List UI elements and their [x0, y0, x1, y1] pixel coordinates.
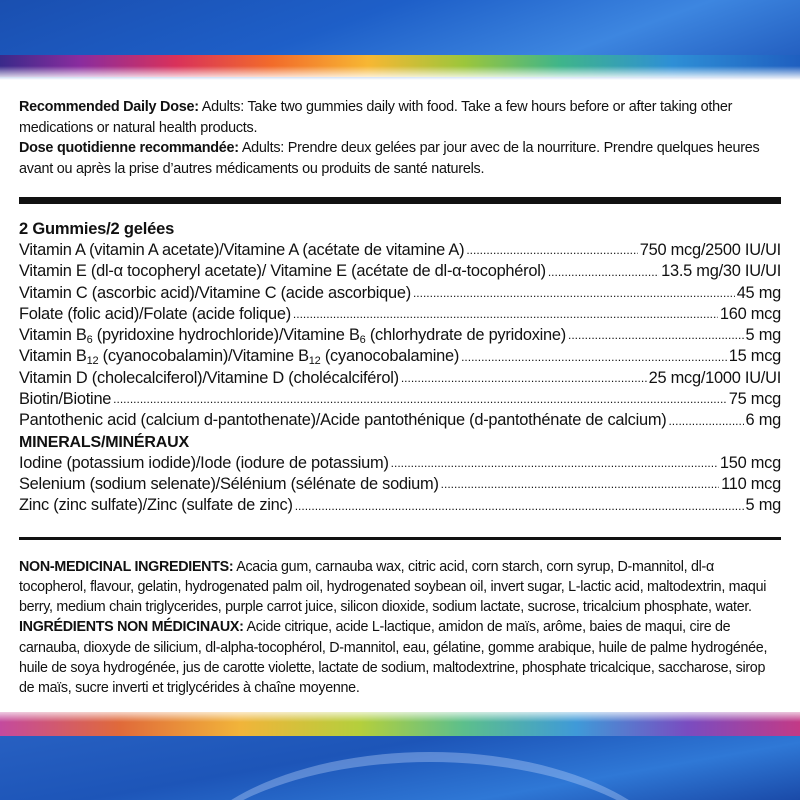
top-stripe-fade: [0, 66, 800, 80]
minerals-heading: MINERALS/MINÉRAUX: [19, 433, 189, 451]
ingredients-en-text: Acacia gum, carnauba wax, citric acid, corn starch, corn syrup, D-mannitol, dl-α tocopherol, flavour, gelatin, hydrogenated palm oil, hydrogenated soybean oil, invert sugar, L-lactic acid, maltodextrin, maqui berry, medium chain triglycerides, purple carrot juice, silicon dioxide, sodium lactate, sucrose, tricalcium phosphate, water.: [19, 558, 767, 616]
vitamins-list: [19, 240, 781, 432]
ingredients-en: [19, 557, 781, 618]
subscript: 6: [86, 334, 93, 347]
dot-leader: [466, 242, 637, 258]
nutrient-name: [19, 325, 566, 346]
nutrient-name: [19, 346, 459, 367]
subscript: 12: [308, 355, 321, 368]
dose-fr-text: Adults: Prendre deux gelées par jour avec de la nourriture. Prendre quelques heures avant ou après la prise d’autres médicaments ou produits de santé naturels.: [19, 140, 760, 177]
ingredients-fr: [19, 617, 781, 698]
nutrient-name-part: (cyanocobalamine): [320, 347, 460, 366]
nutrient-name-part: Biotin/Biotine: [19, 390, 112, 409]
arc-decoration: [170, 752, 690, 800]
nutrient-name-part: Vitamin B: [19, 347, 87, 366]
nutrient-name: [19, 261, 546, 282]
nutrient-name-part: (cyanocobalamin)/Vitamine B: [98, 347, 309, 366]
divider-thin: [19, 537, 781, 540]
divider-thick: [19, 197, 781, 204]
nutrient-amount: 15 mcg: [728, 347, 781, 366]
dose-fr-label: Dose quotidienne recommandée:: [19, 140, 239, 156]
nutrient-row: [19, 304, 781, 325]
dose-en: [19, 97, 781, 138]
nutrient-name-part: Vitamin A (vitamin A acetate)/Vitamine A (acétate de vitamine A): [19, 241, 465, 259]
dot-leader: [401, 370, 647, 386]
serving-size: 2 Gummies/2 gelées: [19, 220, 175, 238]
minerals-list: [19, 453, 781, 517]
label-panel: [19, 97, 781, 699]
nutrient-name: [19, 240, 464, 261]
dot-leader: [293, 306, 718, 322]
nutrient-amount: 5 mg: [745, 496, 781, 515]
nutrient-amount: 110 mcg: [721, 474, 781, 493]
dot-leader: [441, 476, 719, 492]
nutrient-amount: 6 mg: [745, 411, 781, 430]
nutrient-name-part: (chlorhydrate de pyridoxine): [365, 326, 566, 345]
ingredients-section: [19, 557, 781, 699]
nutrient-name: Zinc (zinc sulfate)/Zinc (sulfate de zinc): [19, 496, 293, 515]
nutrient-name: Selenium (sodium selenate)/Sélénium (sélénate de sodium): [19, 474, 439, 493]
dose-fr: [19, 138, 781, 179]
subscript: 6: [359, 334, 366, 347]
nutrient-amount: 25 mcg/1000 IU/UI: [648, 368, 781, 387]
nutrient-name: [19, 410, 666, 431]
nutrient-amount: 750 mcg/2500 IU/UI: [639, 241, 781, 259]
nutrient-amount: 45 mg: [736, 283, 781, 302]
dot-leader: [568, 327, 744, 343]
nutrient-name-part: Vitamin B: [19, 326, 87, 345]
dot-leader: [668, 413, 743, 429]
nutrient-row: [19, 283, 781, 304]
dose-en-text: Adults: Take two gummies daily with food. Take a few hours before or after taking other medications or natural health products.: [19, 99, 733, 136]
nutrient-name-part: Vitamin D (cholecalciferol)/Vitamine D (cholécalciférol): [19, 368, 399, 387]
dot-leader: [113, 391, 727, 407]
dot-leader: [548, 264, 659, 280]
nutrient-row: [19, 495, 781, 516]
nutrient-amount: 13.5 mg/30 IU/UI: [661, 262, 781, 281]
nutrient-row: [19, 240, 781, 261]
nutrient-amount: 75 mcg: [728, 390, 781, 409]
nutrient-row: [19, 346, 781, 367]
dot-leader: [461, 349, 727, 365]
ingredients-fr-label: INGRÉDIENTS NON MÉDICINAUX:: [19, 619, 244, 636]
bottom-stripe-fade: [0, 708, 800, 722]
dose-section: [19, 97, 781, 179]
dot-leader: [413, 285, 735, 301]
nutrient-name: [19, 304, 291, 325]
nutrient-row: [19, 368, 781, 389]
nutrient-name-part: (pyridoxine hydrochloride)/Vitamine B: [92, 326, 360, 345]
nutrient-name: [19, 368, 399, 389]
nutrient-row: [19, 389, 781, 410]
nutrient-name: Iodine (potassium iodide)/Iode (iodure de potassium): [19, 453, 389, 472]
nutrient-name: [19, 389, 111, 410]
nutrient-row: [19, 325, 781, 346]
nutrient-amount: 160 mcg: [719, 304, 781, 323]
dot-leader: [391, 455, 718, 471]
nutrient-row: [19, 410, 781, 431]
nutrient-name-part: Pantothenic acid (calcium d-pantothenate)/Acide pantothénique (d-pantothénate de calcium): [19, 411, 667, 430]
nutrient-name: [19, 283, 411, 304]
nutrient-amount: 150 mcg: [719, 453, 781, 472]
nutrient-name-part: Vitamin E (dl-α tocopheryl acetate)/ Vitamine E (acétate de dl-α-tocophérol): [19, 262, 546, 281]
ingredients-en-label: NON-MEDICINAL INGREDIENTS:: [19, 558, 234, 575]
dot-leader: [295, 498, 744, 514]
dose-en-label: Recommended Daily Dose:: [19, 99, 199, 115]
nutrient-row: [19, 474, 781, 495]
nutrient-name-part: Vitamin C (ascorbic acid)/Vitamine C (acide ascorbique): [19, 283, 411, 302]
ingredients-fr-text: Acide citrique, acide L-lactique, amidon de maïs, arôme, baies de maqui, cire de carnauba, dioxyde de silicium, dl-alpha-tocophérol, D-mannitol, eau, gélatine, gomme arabique, huile de palme hydrogénée, huile de soya hydrogénée, jus de carotte violette, lactate de sodium, maltodextrine, phosphate tricalcique, saccharose, sirop de maïs, sucre inverti et triglycérides à chaîne moyenne.: [19, 619, 768, 697]
subscript: 12: [86, 355, 99, 368]
nutrient-name-part: Folate (folic acid)/Folate (acide folique): [19, 304, 291, 323]
nutrient-row: [19, 453, 781, 474]
nutrient-row: [19, 261, 781, 282]
nutrient-amount: 5 mg: [745, 326, 781, 345]
